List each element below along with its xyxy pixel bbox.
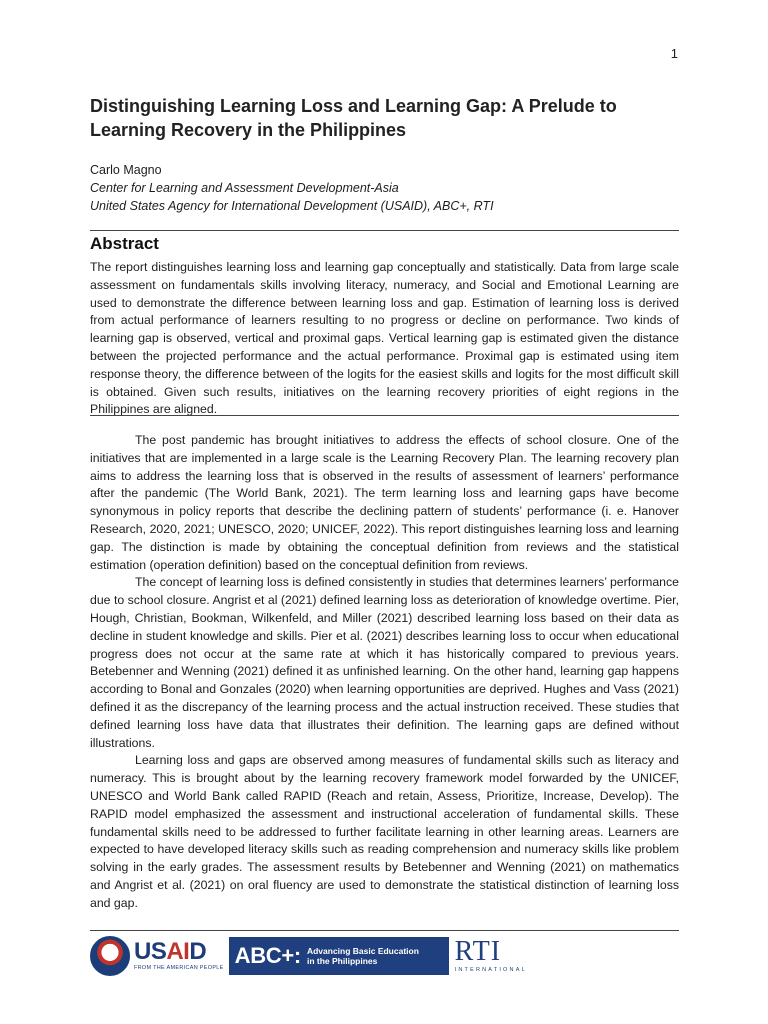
abc-plus-description: Advancing Basic Education in the Philippines xyxy=(306,946,419,966)
abstract-text: The report distinguishes learning loss and learning gap conceptually and statistically. Data from large scale assessment on fundamentals skills involving literacy, numeracy, and Social and Emotional Learning are used to demonstrate the difference between learning loss and gap. Estimation of learning loss is derived from actual performance of learners resulting to no progress or decline on performance. Two kinds of learning gap is observed, vertical and proximal gaps. Vertical learning gap is estimated given the distance between the projected performance and the actual performance. Proximal gap is estimated using item response theory, the difference between of the logits for the easiest skills and logits for the most difficult skill is obtained. Given such results, initiatives on the learning recovery priorities of eight regions in the Philippines are aligned. xyxy=(90,260,679,417)
page-number: 1 xyxy=(670,46,678,61)
usaid-wordmark: USAID xyxy=(134,938,207,965)
abc-plus-wordmark: ABC+: xyxy=(234,943,301,968)
abstract-heading: Abstract xyxy=(90,234,159,253)
abc-plus-logo xyxy=(229,937,449,975)
abstract-bottom-rule xyxy=(90,415,679,416)
usaid-tagline: FROM THE AMERICAN PEOPLE xyxy=(134,965,224,971)
usaid-logo xyxy=(134,940,224,972)
abstract-top-rule xyxy=(90,230,679,231)
paper-title: Distinguishing Learning Loss and Learning Gap: A Prelude to Learning Recovery in the Philippines xyxy=(90,96,617,140)
rti-logo xyxy=(455,938,527,974)
body-paragraph: The concept of learning loss is defined consistently in studies that determines learners’ performance due to school closure. Angrist et al (2021) defined learning loss as deterioration of knowledge overtime. Pier, Hough, Christian, Bookman, Wilkenfeld, and Miller (2021) described learning loss based on their data as decline in student knowledge and skills. Pier et al. (2021) describes learning loss to occur when educational progress does not occur at the same rate at which it has historically compared to previous years. Betebenner and Wenning (2021) defined it as unfinished learning. On the other hand, learning gap happens according to Bonal and Gonzales (2020) when learning opportunities are deprived. Hughes and Vass (2021) defined it as the discrepancy of the learning process and the actual instruction received. These studies that defined learning loss have data that illustrates their definition. The learning gaps are defined without illustrations. xyxy=(90,575,679,750)
author-affiliation-2: United States Agency for International Development (USAID), ABC+, RTI xyxy=(90,199,494,213)
body-paragraph: Learning loss and gaps are observed among measures of fundamental skills such as literacy and numeracy. This is brought about by the learning recovery framework model forwarded by the UNICEF, UNESCO and World Bank called RAPID (Reach and retain, Assess, Prioritize, Increase, Develop). The RAPID model emphasized the assessment and instructional acceleration of fundamental skills. These fundamental skills need to be addressed to further facilitate learning in other learning areas. Learners are expected to have developed literacy skills such as reading comprehension and numeracy skills like problem solving in the early grades. The assessment results by Betebenner and Wenning (2021) on mathematics and Angrist et al. (2021) on oral fluency are used to demonstrate the statistical distinction of learning loss and gap. xyxy=(90,753,679,910)
body-paragraph: The post pandemic has brought initiatives to address the effects of school closure. One of the initiatives that are implemented in a large scale is the Learning Recovery Plan. The learning recovery plan aims to address the learning loss that is observed in the results of assessment of learners’ performance after the pandemic (The World Bank, 2021). The term learning loss and learning gaps have become synonymous in policy reports that describe the declining pattern of students’ performance (i. e. Hanover Research, 2020, 2021; UNESCO, 2020; UNICEF, 2022). This report distinguishes learning loss and learning gap. The distinction is made by obtaining the conceptual definition from reviews and the statistical estimation (operation definition) based on the conceptual definition from reviews. xyxy=(90,433,679,572)
author-block xyxy=(90,161,494,215)
rti-tagline: INTERNATIONAL xyxy=(454,967,527,973)
rti-wordmark: RTI xyxy=(454,936,502,967)
author-name: Carlo Magno xyxy=(90,163,162,177)
body-text xyxy=(90,432,679,913)
author-affiliation-1: Center for Learning and Assessment Development-Asia xyxy=(90,181,399,195)
footer-rule xyxy=(90,930,679,931)
usaid-seal-icon xyxy=(90,936,130,976)
footer-logos xyxy=(90,933,550,979)
